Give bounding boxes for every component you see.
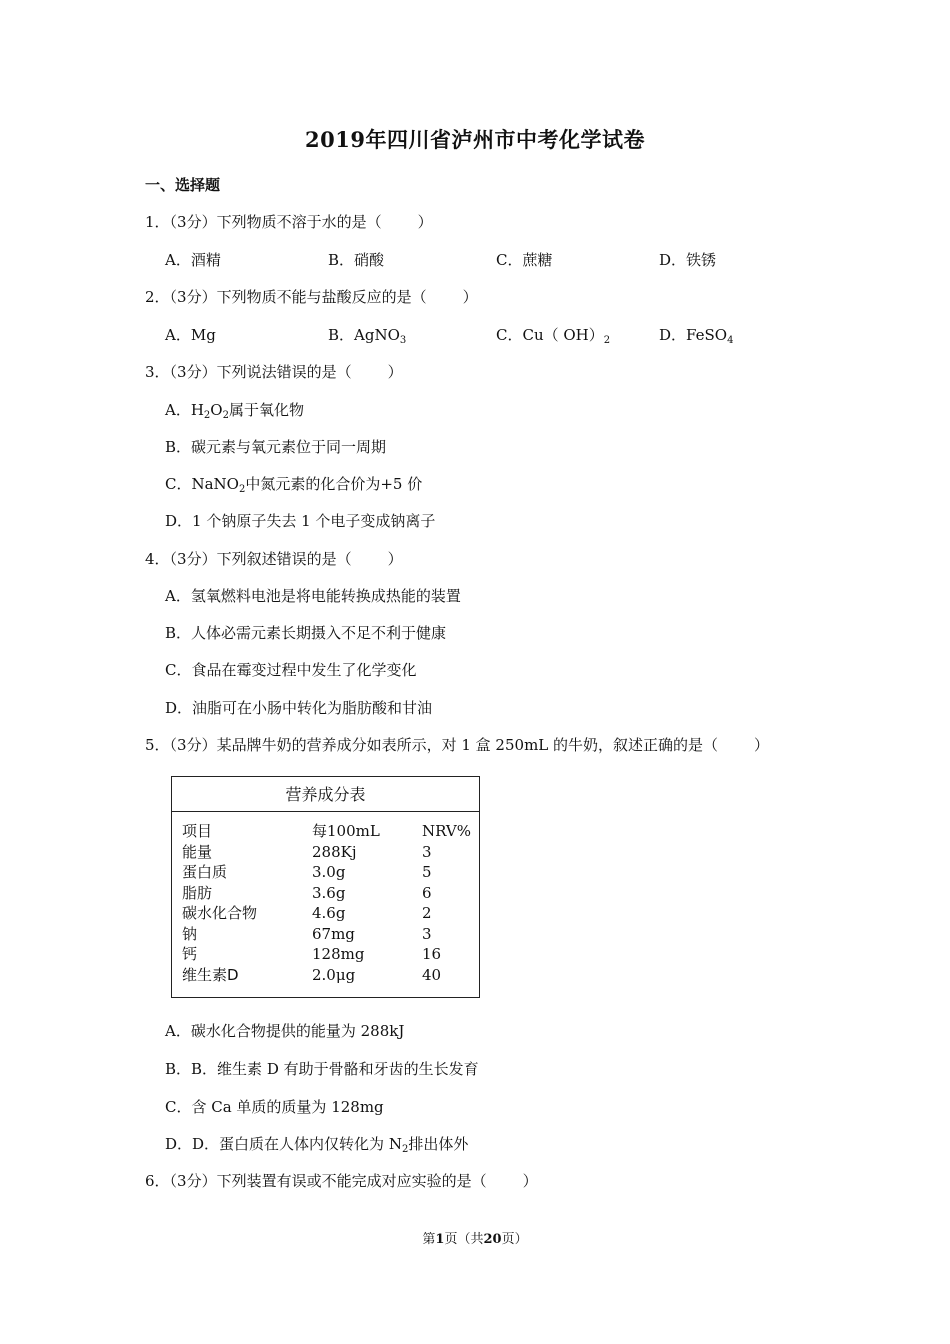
question-6 <box>145 1170 538 1191</box>
option-a: A．$H_2O_2$属于氧化物 <box>165 401 304 421</box>
table-column-per100ml <box>312 821 380 985</box>
question-stem: 5．（3分）某品牌牛奶的营养成分如表所示，对 1 盒 250mL 的牛奶，叙述正确的是（ <box>145 736 719 754</box>
question-stem: 6．（3分）下列装置有误或不能完成对应实验的是（ <box>145 1172 487 1190</box>
table-cell: 40 <box>422 965 442 984</box>
question-close: ） <box>522 1172 538 1190</box>
table-cell: 碳水化合物 <box>182 904 258 922</box>
option-d: D．油脂可在小肠中转化为脂肪酸和甘油 <box>165 699 433 717</box>
table-cell: 钙 <box>182 945 198 963</box>
table-cell: 2.0μg <box>312 965 356 984</box>
option-a: A．Mg <box>165 326 216 344</box>
question-close: ） <box>417 213 433 231</box>
question-2 <box>145 286 478 307</box>
table-header: NRV% <box>422 822 471 840</box>
option-a: A．碳水化合物提供的能量为 288kJ <box>165 1022 405 1040</box>
question-3 <box>145 361 403 382</box>
question-1 <box>145 211 433 232</box>
table-cell: 128mg <box>312 945 365 963</box>
option-c: C．食品在霉变过程中发生了化学变化 <box>165 661 417 679</box>
page-number: 1 <box>435 1232 445 1247</box>
question-stem: 1．（3分）下列物质不溶于水的是（ <box>145 213 382 231</box>
option-c: C．含 Ca 单质的质量为 128mg <box>165 1098 384 1116</box>
table-cell: 能量 <box>182 842 213 861</box>
question-5 <box>145 734 769 755</box>
option-c: C．蔗糖 <box>496 251 553 269</box>
option-b: B．人体必需元素长期摄入不足不利于健康 <box>165 624 447 642</box>
table-cell: 5 <box>422 863 432 881</box>
question-stem: 3．（3分）下列说法错误的是（ <box>145 363 352 381</box>
table-cell: 3 <box>422 842 432 861</box>
question-close: ） <box>462 288 478 306</box>
table-cell: 钠 <box>182 924 198 943</box>
table-header: 项目 <box>182 822 213 840</box>
section-heading: 一、选择题 <box>145 176 221 194</box>
table-header: 每100mL <box>312 822 380 840</box>
option-d: D．铁锈 <box>659 251 717 269</box>
table-cell: 6 <box>422 883 432 902</box>
option-d: D．FeSO$_4$ <box>659 326 734 346</box>
option-d: D．D．蛋白质在人体内仅转化为 $N_2$排出体外 <box>165 1135 469 1155</box>
table-title: 营养成分表 <box>172 777 479 812</box>
table-cell: 脂肪 <box>182 883 213 902</box>
page-total: 20 <box>483 1232 502 1247</box>
table-cell: 16 <box>422 945 442 963</box>
question-close: ） <box>387 363 403 381</box>
question-stem: 2．（3分）下列物质不能与盐酸反应的是（ <box>145 288 427 306</box>
question-stem: 4．（3分）下列叙述错误的是（ <box>145 550 352 568</box>
table-column-item <box>182 821 257 985</box>
option-b: B．AgNO$_3$ <box>328 326 407 346</box>
option-a: A．氢氧燃料电池是将电能转换成热能的装置 <box>165 587 461 605</box>
table-cell: 3 <box>422 924 432 943</box>
page-footer: 第1页（共20页） <box>422 1232 528 1247</box>
exam-title: 2019年四川省泸州市中考化学试卷 <box>305 127 645 152</box>
table-cell: 维生素D <box>182 965 239 984</box>
nutrition-table <box>171 776 480 998</box>
table-cell: 3.6g <box>312 883 346 902</box>
option-a: A．酒精 <box>165 251 221 269</box>
question-close: ） <box>387 550 403 568</box>
option-d: D．1 个钠原子失去 1 个电子变成钠离子 <box>165 512 436 530</box>
question-4 <box>145 548 403 569</box>
question-1-options <box>165 249 885 270</box>
table-cell: 2 <box>422 904 432 922</box>
option-c: C．NaNO$_2$中氮元素的化合价为+5 价 <box>165 475 423 495</box>
table-column-nrv <box>422 821 471 985</box>
question-2-options <box>165 324 885 345</box>
question-close: ） <box>754 736 770 754</box>
option-b: B．硝酸 <box>328 251 385 269</box>
table-cell: 蛋白质 <box>182 863 228 881</box>
table-cell: 288Kj <box>312 842 357 861</box>
table-cell: 3.0g <box>312 863 346 881</box>
table-cell: 67mg <box>312 924 355 943</box>
option-b: B．碳元素与氧元素位于同一周期 <box>165 438 387 456</box>
option-b: B．B．维生素 D 有助于骨骼和牙齿的生长发育 <box>165 1060 479 1078</box>
option-c: C．Cu（ $OH)_2$ <box>496 326 611 346</box>
table-cell: 4.6g <box>312 904 346 922</box>
